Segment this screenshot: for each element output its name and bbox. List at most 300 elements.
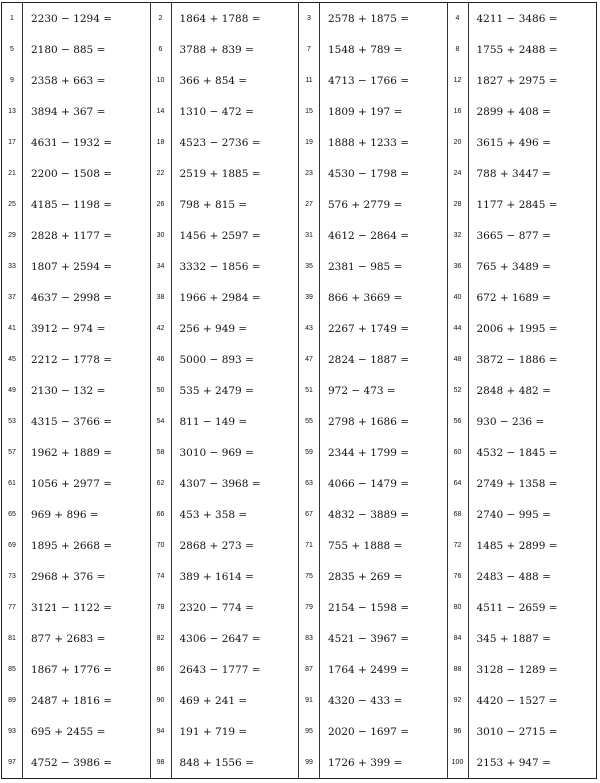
problem-cell xyxy=(151,437,300,468)
problem-number: 13 xyxy=(2,96,23,127)
problem-number: 50 xyxy=(151,375,172,406)
problem-expression: 1962 + 1889 = xyxy=(31,446,113,459)
problem-cell xyxy=(2,282,151,313)
problem-cell xyxy=(299,127,448,158)
problem-cell xyxy=(2,375,151,406)
problem-cell xyxy=(2,65,151,96)
problem-expression: 389 + 1614 = xyxy=(179,570,254,583)
problem-cell xyxy=(299,220,448,251)
problem-number: 4 xyxy=(448,3,469,34)
problem-expression: 3665 − 877 = xyxy=(476,229,551,242)
problem-number: 84 xyxy=(448,623,469,654)
problem-number: 29 xyxy=(2,220,23,251)
problem-number: 91 xyxy=(299,685,320,716)
problem-cell xyxy=(2,561,151,592)
problem-expression: 366 + 854 = xyxy=(179,74,248,87)
problem-expression: 695 + 2455 = xyxy=(31,725,106,738)
problem-cell xyxy=(2,344,151,375)
problem-cell xyxy=(2,716,151,747)
problem-expression: 4637 − 2998 = xyxy=(31,291,113,304)
problem-expression: 972 − 473 = xyxy=(328,384,396,397)
problem-number: 33 xyxy=(2,251,23,282)
problem-number: 37 xyxy=(2,282,23,313)
problem-expression: 4532 − 1845 = xyxy=(476,446,558,459)
problem-number: 22 xyxy=(151,158,172,189)
problem-expression: 2828 + 1177 = xyxy=(31,229,113,242)
problem-cell xyxy=(299,468,448,499)
problem-expression: 1764 + 2499 = xyxy=(328,663,410,676)
problem-number: 99 xyxy=(299,747,320,778)
problem-cell xyxy=(299,251,448,282)
problem-number: 47 xyxy=(299,344,320,375)
problem-number: 73 xyxy=(2,561,23,592)
problem-cell xyxy=(151,251,300,282)
problem-expression: 2180 − 885 = xyxy=(31,43,106,56)
problem-cell xyxy=(448,623,597,654)
problem-expression: 1056 + 2977 = xyxy=(31,477,113,490)
problem-cell xyxy=(151,96,300,127)
problem-cell xyxy=(151,592,300,623)
problem-expression: 798 + 815 = xyxy=(179,198,248,211)
problem-number: 95 xyxy=(299,716,320,747)
problem-cell xyxy=(299,34,448,65)
problem-expression: 2968 + 376 = xyxy=(31,570,106,583)
problem-cell xyxy=(299,96,448,127)
problem-cell xyxy=(151,561,300,592)
problem-number: 88 xyxy=(448,654,469,685)
problem-expression: 345 + 1887 = xyxy=(476,632,551,645)
problem-expression: 2006 + 1995 = xyxy=(476,322,558,335)
problem-expression: 2230 − 1294 = xyxy=(31,12,113,25)
problem-number: 43 xyxy=(299,313,320,344)
problem-number: 28 xyxy=(448,189,469,220)
problem-cell xyxy=(299,189,448,220)
problem-cell xyxy=(299,313,448,344)
problem-number: 30 xyxy=(151,220,172,251)
problem-number: 42 xyxy=(151,313,172,344)
problem-cell xyxy=(448,499,597,530)
problem-number: 66 xyxy=(151,499,172,530)
problem-number: 78 xyxy=(151,592,172,623)
problem-cell xyxy=(448,685,597,716)
problem-expression: 969 + 896 = xyxy=(31,508,99,521)
problem-cell xyxy=(448,716,597,747)
problem-number: 35 xyxy=(299,251,320,282)
problem-cell xyxy=(151,3,300,34)
problem-cell xyxy=(299,654,448,685)
problem-expression: 469 + 241 = xyxy=(179,694,248,707)
problem-cell xyxy=(448,747,597,778)
problem-expression: 4511 − 2659 = xyxy=(476,601,558,614)
problem-cell xyxy=(2,747,151,778)
problem-number: 85 xyxy=(2,654,23,685)
problem-cell xyxy=(2,468,151,499)
problem-cell xyxy=(448,127,597,158)
problem-expression: 4420 − 1527 = xyxy=(476,694,558,707)
problem-number: 46 xyxy=(151,344,172,375)
problem-number: 20 xyxy=(448,127,469,158)
problem-cell xyxy=(448,251,597,282)
problem-expression: 2483 − 488 = xyxy=(476,570,551,583)
problem-number: 9 xyxy=(2,65,23,96)
problem-number: 75 xyxy=(299,561,320,592)
problem-expression: 2020 − 1697 = xyxy=(328,725,410,738)
problem-cell xyxy=(151,375,300,406)
problem-number: 65 xyxy=(2,499,23,530)
problem-expression: 1966 + 2984 = xyxy=(179,291,261,304)
problem-cell xyxy=(299,158,448,189)
problem-expression: 1755 + 2488 = xyxy=(476,43,558,56)
problem-expression: 4521 − 3967 = xyxy=(328,632,410,645)
problem-number: 98 xyxy=(151,747,172,778)
problem-expression: 2267 + 1749 = xyxy=(328,322,410,335)
problem-cell xyxy=(151,127,300,158)
problem-expression: 755 + 1888 = xyxy=(328,539,403,552)
problem-expression: 877 + 2683 = xyxy=(31,632,106,645)
problem-expression: 2320 − 774 = xyxy=(179,601,254,614)
problem-cell xyxy=(151,282,300,313)
problem-expression: 848 + 1556 = xyxy=(179,756,254,769)
problem-number: 96 xyxy=(448,716,469,747)
worksheet-grid xyxy=(1,2,597,779)
problem-cell xyxy=(151,499,300,530)
problem-number: 80 xyxy=(448,592,469,623)
problem-expression: 4523 − 2736 = xyxy=(179,136,261,149)
problem-cell xyxy=(151,468,300,499)
problem-number: 69 xyxy=(2,530,23,561)
problem-number: 77 xyxy=(2,592,23,623)
problem-expression: 3912 − 974 = xyxy=(31,322,106,335)
problem-number: 70 xyxy=(151,530,172,561)
problem-cell xyxy=(2,592,151,623)
problem-cell xyxy=(151,530,300,561)
problem-cell xyxy=(448,282,597,313)
problem-cell xyxy=(448,96,597,127)
problem-cell xyxy=(299,561,448,592)
problem-expression: 1485 + 2899 = xyxy=(476,539,558,552)
problem-expression: 2519 + 1885 = xyxy=(179,167,261,180)
problem-cell xyxy=(448,313,597,344)
problem-number: 62 xyxy=(151,468,172,499)
problem-expression: 4631 − 1932 = xyxy=(31,136,113,149)
problem-cell xyxy=(2,220,151,251)
problem-number: 18 xyxy=(151,127,172,158)
problem-expression: 4320 − 433 = xyxy=(328,694,403,707)
problem-number: 63 xyxy=(299,468,320,499)
problem-expression: 4306 − 2647 = xyxy=(179,632,261,645)
problem-expression: 1895 + 2668 = xyxy=(31,539,113,552)
problem-cell xyxy=(2,654,151,685)
problem-number: 79 xyxy=(299,592,320,623)
problem-cell xyxy=(2,158,151,189)
problem-number: 36 xyxy=(448,251,469,282)
problem-number: 31 xyxy=(299,220,320,251)
problem-cell xyxy=(299,3,448,34)
problem-cell xyxy=(2,313,151,344)
problem-cell xyxy=(151,189,300,220)
problem-number: 25 xyxy=(2,189,23,220)
problem-number: 38 xyxy=(151,282,172,313)
problem-expression: 4307 − 3968 = xyxy=(179,477,261,490)
problem-cell xyxy=(151,34,300,65)
problem-number: 45 xyxy=(2,344,23,375)
problem-cell xyxy=(151,623,300,654)
problem-expression: 2381 − 985 = xyxy=(328,260,403,273)
problem-number: 44 xyxy=(448,313,469,344)
problem-expression: 3010 − 969 = xyxy=(179,446,254,459)
problem-expression: 3128 − 1289 = xyxy=(476,663,558,676)
problem-expression: 3788 + 839 = xyxy=(179,43,254,56)
problem-cell xyxy=(448,530,597,561)
problem-cell xyxy=(2,96,151,127)
problem-expression: 576 + 2779 = xyxy=(328,198,403,211)
problem-number: 6 xyxy=(151,34,172,65)
problem-cell xyxy=(151,344,300,375)
problem-expression: 1177 + 2845 = xyxy=(476,198,558,211)
problem-expression: 866 + 3669 = xyxy=(328,291,403,304)
problem-number: 2 xyxy=(151,3,172,34)
problem-number: 81 xyxy=(2,623,23,654)
problem-number: 23 xyxy=(299,158,320,189)
problem-expression: 5000 − 893 = xyxy=(179,353,254,366)
problem-number: 21 xyxy=(2,158,23,189)
problem-cell xyxy=(299,282,448,313)
problem-expression: 3872 − 1886 = xyxy=(476,353,558,366)
problem-expression: 1726 + 399 = xyxy=(328,756,403,769)
problem-number: 5 xyxy=(2,34,23,65)
problem-expression: 2868 + 273 = xyxy=(179,539,254,552)
problem-expression: 453 + 358 = xyxy=(179,508,248,521)
problem-cell xyxy=(2,437,151,468)
problem-cell xyxy=(448,561,597,592)
problem-cell xyxy=(2,34,151,65)
problem-cell xyxy=(2,127,151,158)
problem-number: 49 xyxy=(2,375,23,406)
problem-number: 72 xyxy=(448,530,469,561)
problem-expression: 4612 − 2864 = xyxy=(328,229,410,242)
problem-number: 15 xyxy=(299,96,320,127)
problem-cell xyxy=(448,34,597,65)
problem-cell xyxy=(151,747,300,778)
problem-expression: 765 + 3489 = xyxy=(476,260,551,273)
problem-cell xyxy=(448,406,597,437)
problem-expression: 672 + 1689 = xyxy=(476,291,551,304)
problem-cell xyxy=(2,499,151,530)
problem-expression: 2358 + 663 = xyxy=(31,74,106,87)
problem-number: 10 xyxy=(151,65,172,96)
problem-cell xyxy=(448,220,597,251)
problem-number: 87 xyxy=(299,654,320,685)
problem-cell xyxy=(299,344,448,375)
problem-expression: 1864 + 1788 = xyxy=(179,12,261,25)
problem-cell xyxy=(299,437,448,468)
problem-expression: 256 + 949 = xyxy=(179,322,248,335)
problem-number: 53 xyxy=(2,406,23,437)
problem-cell xyxy=(448,3,597,34)
problem-number: 34 xyxy=(151,251,172,282)
problem-expression: 2643 − 1777 = xyxy=(179,663,261,676)
problem-cell xyxy=(448,654,597,685)
problem-number: 64 xyxy=(448,468,469,499)
problem-expression: 1867 + 1776 = xyxy=(31,663,113,676)
problem-expression: 788 + 3447 = xyxy=(476,167,551,180)
problem-expression: 4211 − 3486 = xyxy=(476,12,558,25)
problem-number: 89 xyxy=(2,685,23,716)
problem-number: 86 xyxy=(151,654,172,685)
problem-number: 32 xyxy=(448,220,469,251)
problem-number: 57 xyxy=(2,437,23,468)
problem-cell xyxy=(299,592,448,623)
problem-cell xyxy=(151,65,300,96)
problem-expression: 2344 + 1799 = xyxy=(328,446,410,459)
problem-cell xyxy=(299,685,448,716)
problem-expression: 3121 − 1122 = xyxy=(31,601,113,614)
problem-number: 71 xyxy=(299,530,320,561)
problem-number: 76 xyxy=(448,561,469,592)
problem-number: 58 xyxy=(151,437,172,468)
problem-expression: 2740 − 995 = xyxy=(476,508,551,521)
problem-number: 60 xyxy=(448,437,469,468)
problem-number: 92 xyxy=(448,685,469,716)
problem-cell xyxy=(151,313,300,344)
problem-cell xyxy=(2,189,151,220)
problem-number: 100 xyxy=(448,747,469,778)
problem-number: 59 xyxy=(299,437,320,468)
problem-number: 11 xyxy=(299,65,320,96)
problem-expression: 1807 + 2594 = xyxy=(31,260,113,273)
problem-expression: 3332 − 1856 = xyxy=(179,260,261,273)
problem-cell xyxy=(151,716,300,747)
problem-expression: 1888 + 1233 = xyxy=(328,136,410,149)
problem-expression: 811 − 149 = xyxy=(179,415,248,428)
problem-number: 12 xyxy=(448,65,469,96)
problem-expression: 2200 − 1508 = xyxy=(31,167,113,180)
problem-cell xyxy=(151,685,300,716)
problem-number: 55 xyxy=(299,406,320,437)
problem-cell xyxy=(151,220,300,251)
problem-expression: 1548 + 789 = xyxy=(328,43,403,56)
problem-number: 68 xyxy=(448,499,469,530)
problem-expression: 4315 − 3766 = xyxy=(31,415,113,428)
problem-number: 52 xyxy=(448,375,469,406)
problem-cell xyxy=(2,685,151,716)
problem-number: 14 xyxy=(151,96,172,127)
problem-cell xyxy=(299,406,448,437)
problem-number: 67 xyxy=(299,499,320,530)
problem-number: 61 xyxy=(2,468,23,499)
problem-cell xyxy=(448,65,597,96)
problem-number: 16 xyxy=(448,96,469,127)
problem-number: 26 xyxy=(151,189,172,220)
problem-number: 17 xyxy=(2,127,23,158)
problem-cell xyxy=(448,375,597,406)
problem-number: 8 xyxy=(448,34,469,65)
problem-number: 19 xyxy=(299,127,320,158)
problem-cell xyxy=(299,747,448,778)
problem-cell xyxy=(448,437,597,468)
problem-number: 54 xyxy=(151,406,172,437)
problem-cell xyxy=(2,530,151,561)
problem-expression: 2798 + 1686 = xyxy=(328,415,410,428)
problem-cell xyxy=(151,158,300,189)
problem-expression: 930 − 236 = xyxy=(476,415,545,428)
problem-expression: 1456 + 2597 = xyxy=(179,229,261,242)
problem-number: 82 xyxy=(151,623,172,654)
problem-expression: 1809 + 197 = xyxy=(328,105,403,118)
problem-cell xyxy=(299,499,448,530)
problem-number: 1 xyxy=(2,3,23,34)
problem-expression: 2487 + 1816 = xyxy=(31,694,113,707)
problem-expression: 4713 − 1766 = xyxy=(328,74,410,87)
problem-expression: 3894 + 367 = xyxy=(31,105,106,118)
problem-number: 41 xyxy=(2,313,23,344)
problem-cell xyxy=(299,623,448,654)
problem-number: 56 xyxy=(448,406,469,437)
problem-cell xyxy=(448,592,597,623)
problem-cell xyxy=(2,251,151,282)
problem-expression: 4185 − 1198 = xyxy=(31,198,113,211)
problem-number: 7 xyxy=(299,34,320,65)
problem-expression: 191 + 719 = xyxy=(179,725,248,738)
problem-number: 74 xyxy=(151,561,172,592)
problem-expression: 2848 + 482 = xyxy=(476,384,551,397)
problem-expression: 4832 − 3889 = xyxy=(328,508,410,521)
problem-expression: 4752 − 3986 = xyxy=(31,756,113,769)
problem-number: 90 xyxy=(151,685,172,716)
problem-number: 51 xyxy=(299,375,320,406)
problem-number: 97 xyxy=(2,747,23,778)
problem-cell xyxy=(2,406,151,437)
problem-cell xyxy=(299,716,448,747)
problem-expression: 2153 + 947 = xyxy=(476,756,551,769)
problem-expression: 1310 − 472 = xyxy=(179,105,254,118)
problem-number: 39 xyxy=(299,282,320,313)
problem-expression: 2130 − 132 = xyxy=(31,384,106,397)
problem-cell xyxy=(448,468,597,499)
problem-expression: 2899 + 408 = xyxy=(476,105,551,118)
problem-number: 40 xyxy=(448,282,469,313)
problem-number: 24 xyxy=(448,158,469,189)
problem-expression: 2578 + 1875 = xyxy=(328,12,410,25)
problem-expression: 2749 + 1358 = xyxy=(476,477,558,490)
problem-cell xyxy=(2,3,151,34)
problem-expression: 4066 − 1479 = xyxy=(328,477,410,490)
problem-expression: 2154 − 1598 = xyxy=(328,601,410,614)
problem-cell xyxy=(151,654,300,685)
problem-number: 93 xyxy=(2,716,23,747)
problem-expression: 3615 + 496 = xyxy=(476,136,551,149)
problem-cell xyxy=(299,375,448,406)
problem-expression: 535 + 2479 = xyxy=(179,384,254,397)
problem-number: 94 xyxy=(151,716,172,747)
problem-cell xyxy=(448,189,597,220)
problem-cell xyxy=(151,406,300,437)
problem-cell xyxy=(299,65,448,96)
problem-number: 83 xyxy=(299,623,320,654)
problem-number: 27 xyxy=(299,189,320,220)
problem-cell xyxy=(299,530,448,561)
problem-expression: 1827 + 2975 = xyxy=(476,74,558,87)
problem-cell xyxy=(448,158,597,189)
problem-expression: 2824 − 1887 = xyxy=(328,353,410,366)
problem-expression: 3010 − 2715 = xyxy=(476,725,558,738)
problem-number: 48 xyxy=(448,344,469,375)
problem-number: 3 xyxy=(299,3,320,34)
problem-cell xyxy=(448,344,597,375)
problem-expression: 4530 − 1798 = xyxy=(328,167,410,180)
problem-cell xyxy=(2,623,151,654)
problem-expression: 2835 + 269 = xyxy=(328,570,403,583)
